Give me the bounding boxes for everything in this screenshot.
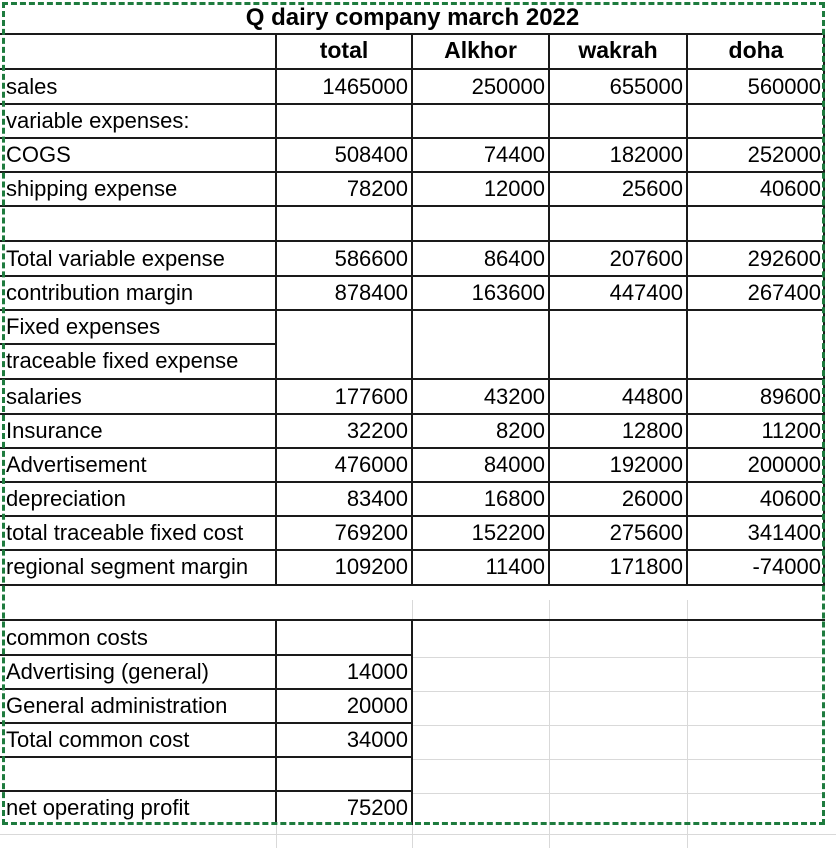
cell-sales-alkhor[interactable]: 250000 [471,73,545,99]
column-header-wakrah[interactable]: wakrah [578,37,658,63]
border-line [0,688,412,690]
cell-insurance-alkhor[interactable]: 8200 [496,417,545,443]
border-line [0,756,412,758]
border-line [0,654,412,656]
cell-total-traceable-wakrah[interactable]: 275600 [609,519,683,545]
cell-total-variable-total[interactable]: 586600 [334,245,408,271]
cell-depreciation-total[interactable]: 83400 [346,485,408,511]
cell-insurance-wakrah[interactable]: 12800 [621,417,683,443]
row-label-general-administration[interactable]: General administration [6,692,228,718]
cell-salaries-alkhor[interactable]: 43200 [483,383,545,409]
cell-contribution-total[interactable]: 878400 [334,279,408,305]
cell-sales-doha[interactable]: 560000 [747,73,821,99]
gridline [412,691,825,692]
cell-shipping-alkhor[interactable]: 12000 [483,175,545,201]
column-header-alkhor[interactable]: Alkhor [444,37,517,63]
cell-salaries-total[interactable]: 177600 [334,383,408,409]
cell-net-operating-profit-total[interactable]: 75200 [346,794,408,820]
cell-segment-margin-alkhor[interactable]: 11400 [485,553,545,579]
cell-total-variable-wakrah[interactable]: 207600 [609,245,683,271]
row-label-total-traceable-fixed-cost[interactable]: total traceable fixed cost [6,519,244,545]
row-label-cogs[interactable]: COGS [6,141,71,167]
row-label-common-costs[interactable]: common costs [6,624,148,650]
border-line [686,33,688,584]
cell-depreciation-doha[interactable]: 40600 [759,485,821,511]
cell-shipping-wakrah[interactable]: 25600 [621,175,683,201]
cell-insurance-doha[interactable]: 11200 [761,417,821,443]
cell-general-administration-total[interactable]: 20000 [346,692,408,718]
cell-total-common-cost-total[interactable]: 34000 [346,726,408,752]
border-line [411,619,413,825]
cell-total-traceable-total[interactable]: 769200 [334,519,408,545]
gridline [276,825,277,848]
border-line [823,33,825,584]
row-label-shipping-expense[interactable]: shipping expense [6,175,178,201]
cell-contribution-doha[interactable]: 267400 [747,279,821,305]
border-line [275,619,277,825]
gridline [412,759,825,760]
cell-shipping-doha[interactable]: 40600 [759,175,821,201]
cell-total-variable-alkhor[interactable]: 86400 [483,245,545,271]
gridline [687,600,688,848]
row-label-contribution-margin[interactable]: contribution margin [6,279,194,305]
border-line [0,790,412,792]
column-header-total[interactable]: total [319,37,369,63]
border-line [0,584,825,586]
cell-segment-margin-doha[interactable]: -74000 [752,553,821,579]
cell-advertisement-alkhor[interactable]: 84000 [483,451,545,477]
row-label-net-operating-profit[interactable]: net operating profit [6,794,190,820]
cell-total-variable-doha[interactable]: 292600 [747,245,821,271]
cell-cogs-alkhor[interactable]: 74400 [483,141,545,167]
gridline [412,657,825,658]
gridline [412,793,825,794]
cell-sales-total[interactable]: 1465000 [322,73,408,99]
cell-advertisement-total[interactable]: 476000 [334,451,408,477]
border-line [548,33,550,584]
row-label-regional-segment-margin[interactable]: regional segment margin [6,553,249,579]
column-header-doha[interactable]: doha [728,37,784,63]
cell-insurance-total[interactable]: 32200 [346,417,408,443]
cell-depreciation-wakrah[interactable]: 26000 [621,485,683,511]
border-line [0,343,276,345]
row-label-sales[interactable]: sales [6,73,58,99]
cell-cogs-total[interactable]: 508400 [334,141,408,167]
row-label-salaries[interactable]: salaries [6,383,82,409]
border-line [0,722,412,724]
border-line [411,33,413,584]
row-label-total-common-cost[interactable]: Total common cost [6,726,190,752]
cell-segment-margin-wakrah[interactable]: 171800 [609,553,683,579]
cell-advertising-general-total[interactable]: 14000 [346,658,408,684]
cell-total-traceable-alkhor[interactable]: 152200 [471,519,545,545]
cell-cogs-wakrah[interactable]: 182000 [609,141,683,167]
gridline [412,725,825,726]
sheet-title[interactable]: Q dairy company march 2022 [245,3,580,31]
cell-depreciation-alkhor[interactable]: 16800 [483,485,545,511]
cell-contribution-wakrah[interactable]: 447400 [609,279,683,305]
row-label-fixed-expenses[interactable]: Fixed expenses [6,313,161,339]
row-label-depreciation[interactable]: depreciation [6,485,126,511]
row-label-total-variable-expense[interactable]: Total variable expense [6,245,225,271]
cell-total-traceable-doha[interactable]: 341400 [747,519,821,545]
gridline [0,834,836,835]
row-label-insurance[interactable]: Insurance [6,417,103,443]
row-label-advertising-general[interactable]: Advertising (general) [6,658,209,684]
row-label-traceable-fixed-expense[interactable]: traceable fixed expense [6,347,239,373]
gridline [549,600,550,848]
cell-advertisement-doha[interactable]: 200000 [747,451,821,477]
border-line [275,33,277,584]
row-label-variable-expenses[interactable]: variable expenses: [6,107,190,133]
cell-sales-wakrah[interactable]: 655000 [609,73,683,99]
cell-segment-margin-total[interactable]: 109200 [334,553,408,579]
row-label-advertisement[interactable]: Advertisement [6,451,147,477]
cell-contribution-alkhor[interactable]: 163600 [471,279,545,305]
cell-shipping-total[interactable]: 78200 [346,175,408,201]
cell-salaries-doha[interactable]: 89600 [759,383,821,409]
cell-cogs-doha[interactable]: 252000 [747,141,821,167]
cell-salaries-wakrah[interactable]: 44800 [621,383,683,409]
cell-advertisement-wakrah[interactable]: 192000 [609,451,683,477]
